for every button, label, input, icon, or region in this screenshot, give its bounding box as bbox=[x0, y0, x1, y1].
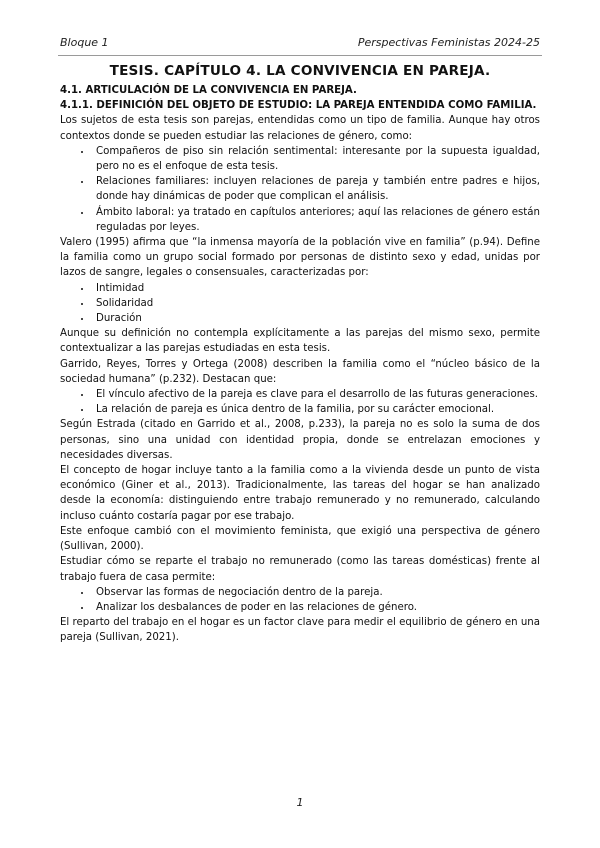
section-heading: 4.1. ARTICULACIÓN DE LA CONVIVENCIA EN PAREJA. bbox=[60, 85, 357, 96]
subsection-heading: 4.1.1. DEFINICIÓN DEL OBJETO DE ESTUDIO: LA PAREJA ENTENDIDA COMO FAMILIA. bbox=[60, 100, 537, 112]
bullet-list bbox=[60, 387, 540, 417]
header-left: Bloque 1 bbox=[60, 36, 109, 49]
page-number: 1 bbox=[296, 796, 304, 809]
paragraph: Según Estrada (citado en Garrido et al., 2008, p.233), la pareja no es solo la suma de dos personas, sino una unidad con identidad propia, donde se entrelazan emociones y necesidades diversas. bbox=[60, 419, 540, 461]
paragraph: El reparto del trabajo en el hogar es un factor clave para medir el equilibrio de género en una pareja (Sullivan, 2021). bbox=[60, 617, 540, 644]
list-item: • Observar las formas de negociación dentro de la pareja. bbox=[92, 585, 540, 600]
list-item: • Ámbito laboral: ya tratado en capítulos anteriores; aquí las relaciones de género están reguladas por leyes. bbox=[92, 205, 540, 235]
list-item: • Relaciones familiares: incluyen relaciones de pareja y también entre padres e hijos, donde hay dinámicas de poder que complican el análisis. bbox=[92, 174, 540, 204]
bullet-list bbox=[60, 585, 540, 615]
list-item: • La relación de pareja es única dentro de la familia, por su carácter emocional. bbox=[92, 402, 540, 417]
document-body bbox=[60, 62, 540, 646]
chapter-title: TESIS. CAPÍTULO 4. LA CONVIVENCIA EN PAREJA. bbox=[109, 63, 491, 79]
paragraph: Valero (1995) afirma que “la inmensa mayoría de la población vive en familia” (p.94). Define la familia como un grupo social formado por personas de distinto sexo y edad, unidas por lazos de sangre, legales o consensuales, caracterizadas por: bbox=[60, 237, 540, 279]
paragraph: Garrido, Reyes, Torres y Ortega (2008) describen la familia como el “núcleo básico de la sociedad humana” (p.232). Destacan que: bbox=[60, 358, 540, 385]
bullet-list bbox=[60, 281, 540, 327]
header-right: Perspectivas Feministas 2024-25 bbox=[357, 36, 540, 49]
paragraph: Estudiar cómo se reparte el trabajo no remunerado (como las tareas domésticas) frente al trabajo fuera de casa permite: bbox=[60, 556, 540, 583]
list-item: • Solidaridad bbox=[92, 296, 540, 311]
paragraph: Los sujetos de esta tesis son parejas, entendidas como un tipo de familia. Aunque hay otros contextos donde se pueden estudiar las relaciones de género, como: bbox=[60, 115, 540, 142]
bullet-list bbox=[60, 144, 540, 235]
paragraph: El concepto de hogar incluye tanto a la familia como a la vivienda desde un punto de vista económico (Giner et al., 2013). Tradicionalmente, las tareas del hogar se han analizado desde la economía: distinguiendo entre trabajo remunerado y no remunerado, calculando incluso cuánto costaría pagar por ese trabajo. bbox=[60, 465, 540, 522]
paragraph: Aunque su definición no contempla explícitamente a las parejas del mismo sexo, permite contextualizar a las parejas estudiadas en esta tesis. bbox=[60, 328, 540, 355]
list-item: • Analizar los desbalances de poder en las relaciones de género. bbox=[92, 600, 540, 615]
list-item: • Duración bbox=[92, 311, 540, 326]
header-divider bbox=[58, 55, 542, 56]
page-header bbox=[60, 36, 540, 49]
paragraph: Este enfoque cambió con el movimiento feminista, que exigió una perspectiva de género (Sullivan, 2000). bbox=[60, 525, 540, 553]
list-item: • El vínculo afectivo de la pareja es clave para el desarrollo de las futuras generaciones. bbox=[92, 387, 540, 402]
list-item: • Intimidad bbox=[92, 281, 540, 296]
list-item: • Compañeros de piso sin relación sentimental: interesante por la supuesta igualdad, pero no es el enfoque de esta tesis. bbox=[92, 144, 540, 174]
